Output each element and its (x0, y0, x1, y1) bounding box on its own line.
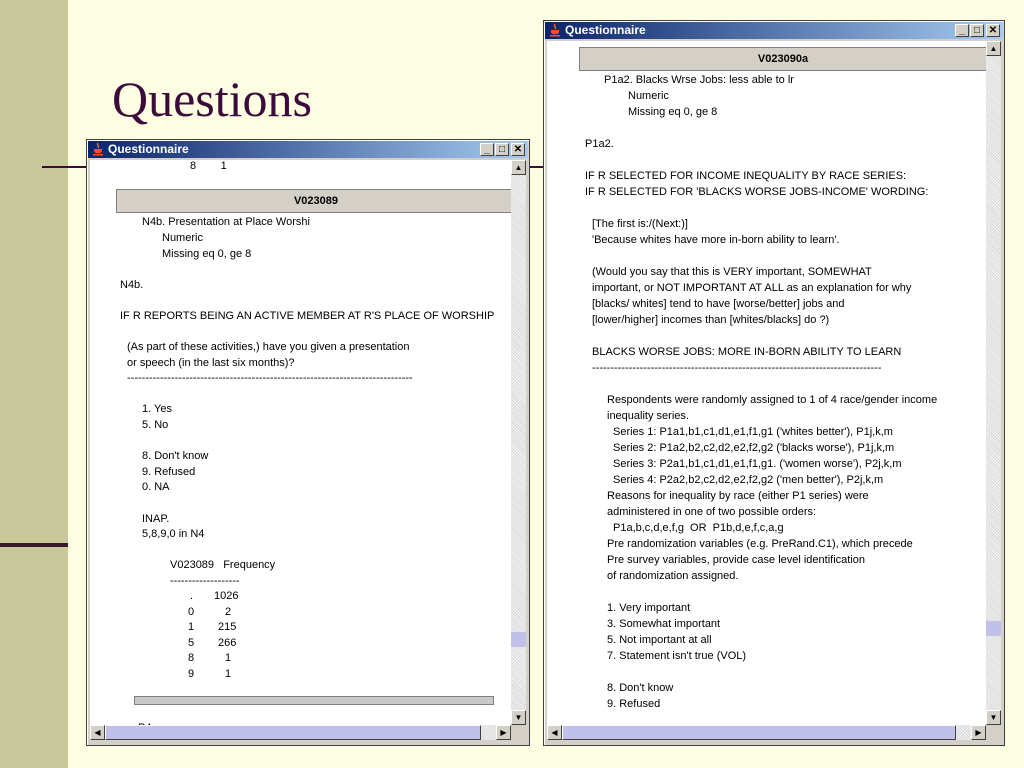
vertical-scrollbar[interactable] (511, 160, 526, 725)
questionnaire-window-right (543, 20, 1005, 746)
answer-option: 0. NA (142, 481, 170, 493)
answer-option: 5. Not important at all (607, 634, 712, 646)
missing-values: Missing eq 0, ge 8 (628, 106, 718, 118)
minimize-button[interactable]: _ (480, 143, 494, 156)
scroll-up-button[interactable]: ▲ (986, 41, 1001, 56)
answer-option: 8. Don't know (607, 682, 674, 694)
note-text: of randomization assigned. (607, 570, 739, 582)
questionnaire-content (547, 41, 986, 725)
question-id: P1a2. (585, 138, 614, 150)
series-line: Series 2: P1a2,b2,c2,d2,e2,f2,g2 ('blacks worse'), P1j,k,m (613, 442, 895, 454)
answer-option: 9. Refused (142, 466, 196, 478)
series-line: Series 4: P2a2,b2,c2,d2,e2,f2,g2 ('men better'), P2j,k,m (613, 474, 884, 486)
questionnaire-window-left (86, 139, 530, 746)
answer-option: 7. Statement isn't true (VOL) (607, 650, 747, 662)
note-text: Respondents were randomly assigned to 1 of 4 race/gender income (607, 394, 938, 406)
frequency-row: 8 1 (190, 160, 227, 172)
frequency-code: 1 (188, 621, 195, 633)
variable-label: P1a2. Blacks Wrse Jobs: less able to lr (604, 74, 794, 86)
answer-option: 5. No (142, 419, 169, 431)
scroll-left-button[interactable]: ◀ (547, 725, 562, 740)
variable-type: Numeric (628, 90, 669, 102)
filter-condition: IF R SELECTED FOR 'BLACKS WORSE JOBS-INCOME' WORDING: (585, 186, 929, 198)
answer-option: 3. Somewhat important (607, 618, 721, 630)
frequency-rule: ------------------- (170, 575, 240, 587)
frequency-count: 266 (218, 637, 237, 649)
short-label: BLACKS WORSE JOBS: MORE IN-BORN ABILITY TO LEARN (592, 346, 902, 358)
missing-values: Missing eq 0, ge 8 (162, 248, 252, 260)
slide-left-band (0, 0, 68, 768)
series-line: Series 3: P2a1,b1,c1,d1,e1,f1,g1. ('women worse'), P2j,k,m (613, 458, 902, 470)
question-text: [blacks/ whites] tend to have [worse/better] jobs and (592, 298, 845, 310)
question-text: 'Because whites have more in-born ability to learn'. (592, 234, 840, 246)
slide-title: Questions (112, 71, 312, 127)
frequency-code: 9 (188, 668, 195, 680)
close-button[interactable]: ✕ (986, 24, 1000, 37)
scroll-up-button[interactable]: ▲ (511, 160, 526, 175)
question-text: [lower/higher] incomes than [whites/blacks] do ?) (592, 314, 830, 326)
frequency-count: 1 (225, 652, 232, 664)
note-text: Pre randomization variables (e.g. PreRand.C1), which precede (607, 538, 913, 550)
section-divider (134, 696, 494, 705)
vertical-scrollbar[interactable] (986, 41, 1001, 725)
note-text: Pre survey variables, provide case level identification (607, 554, 866, 566)
answer-option: 9. Refused (607, 698, 661, 710)
maximize-button[interactable]: □ (970, 24, 984, 37)
frequency-code: 0 (188, 606, 195, 618)
frequency-count: 1 (225, 668, 232, 680)
window-title: Questionnaire (565, 23, 646, 37)
slide-rule-left (0, 543, 68, 547)
java-cup-icon (549, 23, 561, 37)
minimize-button[interactable]: _ (955, 24, 969, 37)
question-text: (Would you say that this is VERY important, SOMEWHAT (592, 266, 872, 278)
question-text: important, or NOT IMPORTANT AT ALL as an explanation for why (592, 282, 912, 294)
order-line: P1a,b,c,d,e,f,g OR P1b,d,e,f,c,a,g (613, 522, 784, 534)
window-title: Questionnaire (108, 142, 189, 156)
frequency-count: 2 (225, 606, 232, 618)
window-titlebar[interactable] (545, 22, 1003, 39)
frequency-code: . (190, 590, 194, 602)
horizontal-scrollbar[interactable] (547, 725, 986, 740)
scroll-left-button[interactable]: ◀ (90, 725, 105, 740)
horizontal-scrollbar[interactable] (90, 725, 511, 740)
series-line: Series 1: P1a1,b1,c1,d1,e1,f1,g1 ('whites better'), P1j,k,m (613, 426, 893, 438)
separator-line: ------------------------------------------------------------------------------- (592, 362, 882, 374)
scroll-down-button[interactable]: ▼ (986, 710, 1001, 725)
note-text: Reasons for inequality by race (either P1 series) were (607, 490, 869, 502)
frequency-code: 5 (188, 637, 195, 649)
scroll-right-button[interactable]: ▶ (971, 725, 986, 740)
java-cup-icon (92, 142, 104, 156)
question-text: (As part of these activities,) have you given a presentation (127, 341, 410, 353)
scrollbar-corner (986, 725, 1001, 740)
variable-label: N4b. Presentation at Place Worshi (142, 216, 310, 228)
scroll-right-button[interactable]: ▶ (496, 725, 511, 740)
maximize-button[interactable]: □ (495, 143, 509, 156)
answer-option: 1. Very important (607, 602, 691, 614)
scroll-thumb[interactable] (511, 632, 526, 647)
questionnaire-content (90, 160, 511, 725)
note-text: administered in one of two possible orders: (607, 506, 817, 518)
frequency-count: 215 (218, 621, 237, 633)
frequency-count: 1026 (214, 590, 239, 602)
variable-type: Numeric (162, 232, 203, 244)
frequency-code: 8 (188, 652, 195, 664)
question-text: or speech (in the last six months)? (127, 357, 295, 369)
filter-condition: IF R SELECTED FOR INCOME INEQUALITY BY RACE SERIES: (585, 170, 907, 182)
window-titlebar[interactable] (88, 141, 528, 158)
horizontal-scroll-thumb[interactable] (105, 725, 481, 740)
answer-option: 8. Don't know (142, 450, 209, 462)
filter-condition: IF R REPORTS BEING AN ACTIVE MEMBER AT R'S PLACE OF WORSHIP (120, 310, 495, 322)
variable-header: V023089 (116, 189, 516, 213)
scroll-thumb[interactable] (986, 621, 1001, 636)
question-id: N4b. (120, 279, 144, 291)
question-text: [The first is:/(Next:)] (592, 218, 688, 230)
inap-condition: 5,8,9,0 in N4 (142, 528, 205, 540)
scrollbar-corner (511, 725, 526, 740)
horizontal-scroll-thumb[interactable] (562, 725, 956, 740)
frequency-header: V023089 Frequency (170, 559, 276, 571)
answer-option: 1. Yes (142, 403, 172, 415)
slide-rule-purple (42, 166, 88, 168)
inap-label: INAP. (142, 513, 170, 525)
close-button[interactable]: ✕ (511, 143, 525, 156)
scroll-down-button[interactable]: ▼ (511, 710, 526, 725)
variable-header: V023090a (579, 47, 987, 71)
separator-line: ------------------------------------------------------------------------------ (127, 372, 413, 384)
note-text: inequality series. (607, 410, 689, 422)
slide-rule-purple-right (528, 166, 544, 168)
